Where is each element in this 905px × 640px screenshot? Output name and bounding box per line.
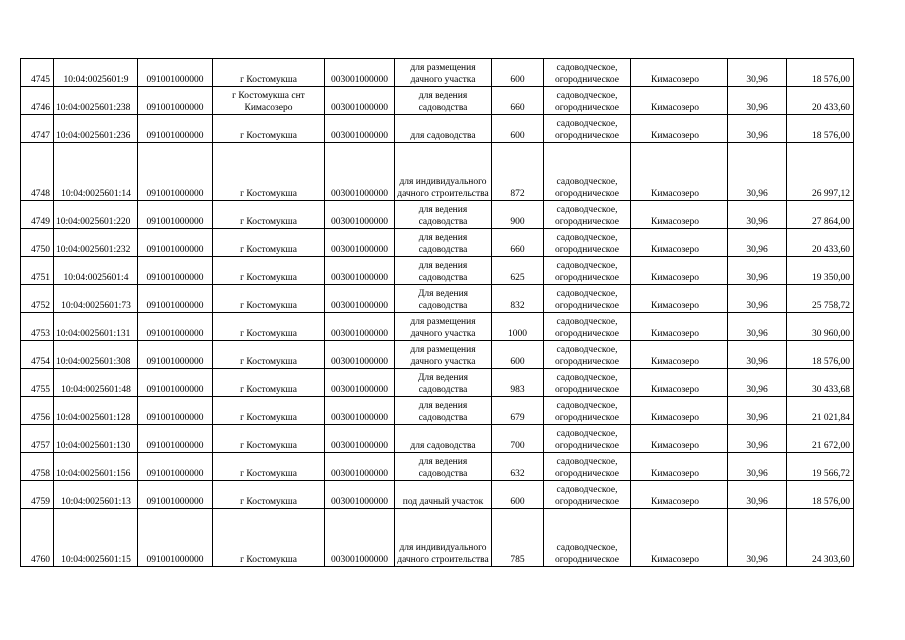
cadastral-number-cell: 10:04:0025601:131 — [54, 313, 138, 341]
row-number-cell: 4754 — [21, 341, 54, 369]
cadastral-number-cell: 10:04:0025601:308 — [54, 341, 138, 369]
locality-cell: г Костомукша — [213, 397, 325, 425]
row-number-cell: 4760 — [21, 509, 54, 567]
cadastral-number-cell: 10:04:0025601:9 — [54, 59, 138, 87]
permitted-use-cell: для ведения садоводства — [395, 87, 492, 115]
cadastral-value-cell: 18 576,00 — [787, 115, 854, 143]
permitted-use-cell: для ведения садоводства — [395, 201, 492, 229]
locality-cell: г Костомукша — [213, 257, 325, 285]
cadastral-number-cell: 10:04:0025601:156 — [54, 453, 138, 481]
okato-code-cell: 091001000000 — [138, 481, 213, 509]
table-row — [21, 481, 854, 509]
oktmo-code-cell: 003001000000 — [325, 425, 395, 453]
valuation-zone-cell: Кимасозеро — [631, 397, 728, 425]
table-row — [21, 341, 854, 369]
cadastral-value-cell: 30 960,00 — [787, 313, 854, 341]
area-cell: 679 — [492, 397, 544, 425]
cadastral-value-cell: 30 433,68 — [787, 369, 854, 397]
table-row — [21, 425, 854, 453]
land-category-cell: садоводческое, огородническое — [544, 257, 631, 285]
cadastral-value-cell: 21 021,84 — [787, 397, 854, 425]
specific-value-cell: 30,96 — [728, 481, 787, 509]
cadastral-value-cell: 19 350,00 — [787, 257, 854, 285]
land-category-cell: садоводческое, огородническое — [544, 201, 631, 229]
table-row — [21, 313, 854, 341]
oktmo-code-cell: 003001000000 — [325, 313, 395, 341]
table-row — [21, 257, 854, 285]
row-number-cell: 4759 — [21, 481, 54, 509]
locality-cell: г Костомукша — [213, 143, 325, 201]
row-number-cell: 4748 — [21, 143, 54, 201]
area-cell: 660 — [492, 87, 544, 115]
okato-code-cell: 091001000000 — [138, 201, 213, 229]
row-number-cell: 4751 — [21, 257, 54, 285]
land-category-cell: садоводческое, огородническое — [544, 341, 631, 369]
permitted-use-cell: для размещения дачного участка — [395, 313, 492, 341]
valuation-zone-cell: Кимасозеро — [631, 453, 728, 481]
permitted-use-cell: под дачный участок — [395, 481, 492, 509]
land-category-cell: садоводческое, огородническое — [544, 87, 631, 115]
row-number-cell: 4750 — [21, 229, 54, 257]
cadastral-value-cell: 27 864,00 — [787, 201, 854, 229]
land-category-cell: садоводческое, огородническое — [544, 115, 631, 143]
okato-code-cell: 091001000000 — [138, 285, 213, 313]
locality-cell: г Костомукша — [213, 115, 325, 143]
locality-cell: г Костомукша — [213, 341, 325, 369]
permitted-use-cell: для ведения садоводства — [395, 397, 492, 425]
specific-value-cell: 30,96 — [728, 143, 787, 201]
table-row — [21, 397, 854, 425]
oktmo-code-cell: 003001000000 — [325, 201, 395, 229]
land-category-cell: садоводческое, огородническое — [544, 59, 631, 87]
cadastral-number-cell: 10:04:0025601:13 — [54, 481, 138, 509]
permitted-use-cell: для индивидуального дачного строительства — [395, 509, 492, 567]
cadastral-value-cell: 18 576,00 — [787, 341, 854, 369]
land-category-cell: садоводческое, огородническое — [544, 143, 631, 201]
row-number-cell: 4757 — [21, 425, 54, 453]
oktmo-code-cell: 003001000000 — [325, 369, 395, 397]
okato-code-cell: 091001000000 — [138, 453, 213, 481]
specific-value-cell: 30,96 — [728, 115, 787, 143]
cadastral-number-cell: 10:04:0025601:232 — [54, 229, 138, 257]
table-row — [21, 115, 854, 143]
table-row — [21, 201, 854, 229]
specific-value-cell: 30,96 — [728, 425, 787, 453]
permitted-use-cell: для ведения садоводства — [395, 453, 492, 481]
locality-cell: г Костомукша — [213, 425, 325, 453]
okato-code-cell: 091001000000 — [138, 425, 213, 453]
oktmo-code-cell: 003001000000 — [325, 453, 395, 481]
specific-value-cell: 30,96 — [728, 257, 787, 285]
oktmo-code-cell: 003001000000 — [325, 257, 395, 285]
specific-value-cell: 30,96 — [728, 59, 787, 87]
cadastral-value-cell: 26 997,12 — [787, 143, 854, 201]
locality-cell: г Костомукша — [213, 59, 325, 87]
okato-code-cell: 091001000000 — [138, 143, 213, 201]
locality-cell: г Костомукша снт Кимасозеро — [213, 87, 325, 115]
cadastral-number-cell: 10:04:0025601:14 — [54, 143, 138, 201]
cadastral-number-cell: 10:04:0025601:220 — [54, 201, 138, 229]
specific-value-cell: 30,96 — [728, 229, 787, 257]
land-category-cell: садоводческое, огородническое — [544, 313, 631, 341]
specific-value-cell: 30,96 — [728, 453, 787, 481]
valuation-zone-cell: Кимасозеро — [631, 59, 728, 87]
table-row — [21, 143, 854, 201]
locality-cell: г Костомукша — [213, 229, 325, 257]
land-category-cell: садоводческое, огородническое — [544, 425, 631, 453]
oktmo-code-cell: 003001000000 — [325, 341, 395, 369]
specific-value-cell: 30,96 — [728, 341, 787, 369]
cadastral-value-cell: 20 433,60 — [787, 87, 854, 115]
cadastral-number-cell: 10:04:0025601:130 — [54, 425, 138, 453]
oktmo-code-cell: 003001000000 — [325, 481, 395, 509]
row-number-cell: 4755 — [21, 369, 54, 397]
cadastral-number-cell: 10:04:0025601:73 — [54, 285, 138, 313]
oktmo-code-cell: 003001000000 — [325, 59, 395, 87]
area-cell: 983 — [492, 369, 544, 397]
okato-code-cell: 091001000000 — [138, 257, 213, 285]
valuation-zone-cell: Кимасозеро — [631, 425, 728, 453]
valuation-zone-cell: Кимасозеро — [631, 115, 728, 143]
specific-value-cell: 30,96 — [728, 369, 787, 397]
land-valuation-table — [20, 58, 854, 567]
valuation-zone-cell: Кимасозеро — [631, 369, 728, 397]
valuation-zone-cell: Кимасозеро — [631, 509, 728, 567]
area-cell: 832 — [492, 285, 544, 313]
land-category-cell: садоводческое, огородническое — [544, 509, 631, 567]
permitted-use-cell: для ведения садоводства — [395, 229, 492, 257]
table-row — [21, 59, 854, 87]
table-row — [21, 87, 854, 115]
okato-code-cell: 091001000000 — [138, 229, 213, 257]
specific-value-cell: 30,96 — [728, 313, 787, 341]
valuation-zone-cell: Кимасозеро — [631, 229, 728, 257]
area-cell: 700 — [492, 425, 544, 453]
specific-value-cell: 30,96 — [728, 201, 787, 229]
oktmo-code-cell: 003001000000 — [325, 285, 395, 313]
land-category-cell: садоводческое, огородническое — [544, 285, 631, 313]
table-row — [21, 509, 854, 567]
cadastral-number-cell: 10:04:0025601:15 — [54, 509, 138, 567]
cadastral-value-cell: 21 672,00 — [787, 425, 854, 453]
locality-cell: г Костомукша — [213, 201, 325, 229]
valuation-zone-cell: Кимасозеро — [631, 313, 728, 341]
valuation-zone-cell: Кимасозеро — [631, 201, 728, 229]
area-cell: 600 — [492, 115, 544, 143]
oktmo-code-cell: 003001000000 — [325, 115, 395, 143]
valuation-zone-cell: Кимасозеро — [631, 87, 728, 115]
specific-value-cell: 30,96 — [728, 87, 787, 115]
locality-cell: г Костомукша — [213, 285, 325, 313]
cadastral-number-cell: 10:04:0025601:4 — [54, 257, 138, 285]
okato-code-cell: 091001000000 — [138, 115, 213, 143]
area-cell: 785 — [492, 509, 544, 567]
permitted-use-cell: для ведения садоводства — [395, 257, 492, 285]
locality-cell: г Костомукша — [213, 509, 325, 567]
permitted-use-cell: Для ведения садоводства — [395, 369, 492, 397]
oktmo-code-cell: 003001000000 — [325, 397, 395, 425]
cadastral-value-cell: 18 576,00 — [787, 481, 854, 509]
okato-code-cell: 091001000000 — [138, 59, 213, 87]
land-category-cell: садоводческое, огородническое — [544, 481, 631, 509]
locality-cell: г Костомукша — [213, 313, 325, 341]
permitted-use-cell: для индивидуального дачного строительства — [395, 143, 492, 201]
cadastral-value-cell: 18 576,00 — [787, 59, 854, 87]
okato-code-cell: 091001000000 — [138, 87, 213, 115]
valuation-zone-cell: Кимасозеро — [631, 143, 728, 201]
land-category-cell: садоводческое, огородническое — [544, 453, 631, 481]
locality-cell: г Костомукша — [213, 369, 325, 397]
cadastral-number-cell: 10:04:0025601:236 — [54, 115, 138, 143]
area-cell: 600 — [492, 481, 544, 509]
area-cell: 660 — [492, 229, 544, 257]
permitted-use-cell: Для ведения садоводства — [395, 285, 492, 313]
okato-code-cell: 091001000000 — [138, 313, 213, 341]
area-cell: 900 — [492, 201, 544, 229]
area-cell: 1000 — [492, 313, 544, 341]
cadastral-number-cell: 10:04:0025601:48 — [54, 369, 138, 397]
area-cell: 632 — [492, 453, 544, 481]
table-row — [21, 229, 854, 257]
okato-code-cell: 091001000000 — [138, 369, 213, 397]
land-category-cell: садоводческое, огородническое — [544, 229, 631, 257]
locality-cell: г Костомукша — [213, 453, 325, 481]
valuation-zone-cell: Кимасозеро — [631, 257, 728, 285]
cadastral-value-cell: 25 758,72 — [787, 285, 854, 313]
area-cell: 872 — [492, 143, 544, 201]
row-number-cell: 4746 — [21, 87, 54, 115]
oktmo-code-cell: 003001000000 — [325, 143, 395, 201]
oktmo-code-cell: 003001000000 — [325, 229, 395, 257]
area-cell: 600 — [492, 59, 544, 87]
permitted-use-cell: для размещения дачного участка — [395, 341, 492, 369]
permitted-use-cell: для садоводства — [395, 115, 492, 143]
row-number-cell: 4747 — [21, 115, 54, 143]
okato-code-cell: 091001000000 — [138, 397, 213, 425]
oktmo-code-cell: 003001000000 — [325, 509, 395, 567]
cadastral-value-cell: 19 566,72 — [787, 453, 854, 481]
valuation-zone-cell: Кимасозеро — [631, 285, 728, 313]
row-number-cell: 4752 — [21, 285, 54, 313]
row-number-cell: 4756 — [21, 397, 54, 425]
cadastral-number-cell: 10:04:0025601:128 — [54, 397, 138, 425]
okato-code-cell: 091001000000 — [138, 341, 213, 369]
table-row — [21, 453, 854, 481]
specific-value-cell: 30,96 — [728, 285, 787, 313]
permitted-use-cell: для размещения дачного участка — [395, 59, 492, 87]
area-cell: 625 — [492, 257, 544, 285]
permitted-use-cell: для садоводства — [395, 425, 492, 453]
table-row — [21, 285, 854, 313]
okato-code-cell: 091001000000 — [138, 509, 213, 567]
specific-value-cell: 30,96 — [728, 397, 787, 425]
locality-cell: г Костомукша — [213, 481, 325, 509]
specific-value-cell: 30,96 — [728, 509, 787, 567]
land-category-cell: садоводческое, огородническое — [544, 369, 631, 397]
table-row — [21, 369, 854, 397]
row-number-cell: 4758 — [21, 453, 54, 481]
oktmo-code-cell: 003001000000 — [325, 87, 395, 115]
cadastral-number-cell: 10:04:0025601:238 — [54, 87, 138, 115]
row-number-cell: 4749 — [21, 201, 54, 229]
valuation-zone-cell: Кимасозеро — [631, 341, 728, 369]
valuation-zone-cell: Кимасозеро — [631, 481, 728, 509]
row-number-cell: 4753 — [21, 313, 54, 341]
area-cell: 600 — [492, 341, 544, 369]
row-number-cell: 4745 — [21, 59, 54, 87]
land-category-cell: садоводческое, огородническое — [544, 397, 631, 425]
cadastral-value-cell: 24 303,60 — [787, 509, 854, 567]
cadastral-value-cell: 20 433,60 — [787, 229, 854, 257]
